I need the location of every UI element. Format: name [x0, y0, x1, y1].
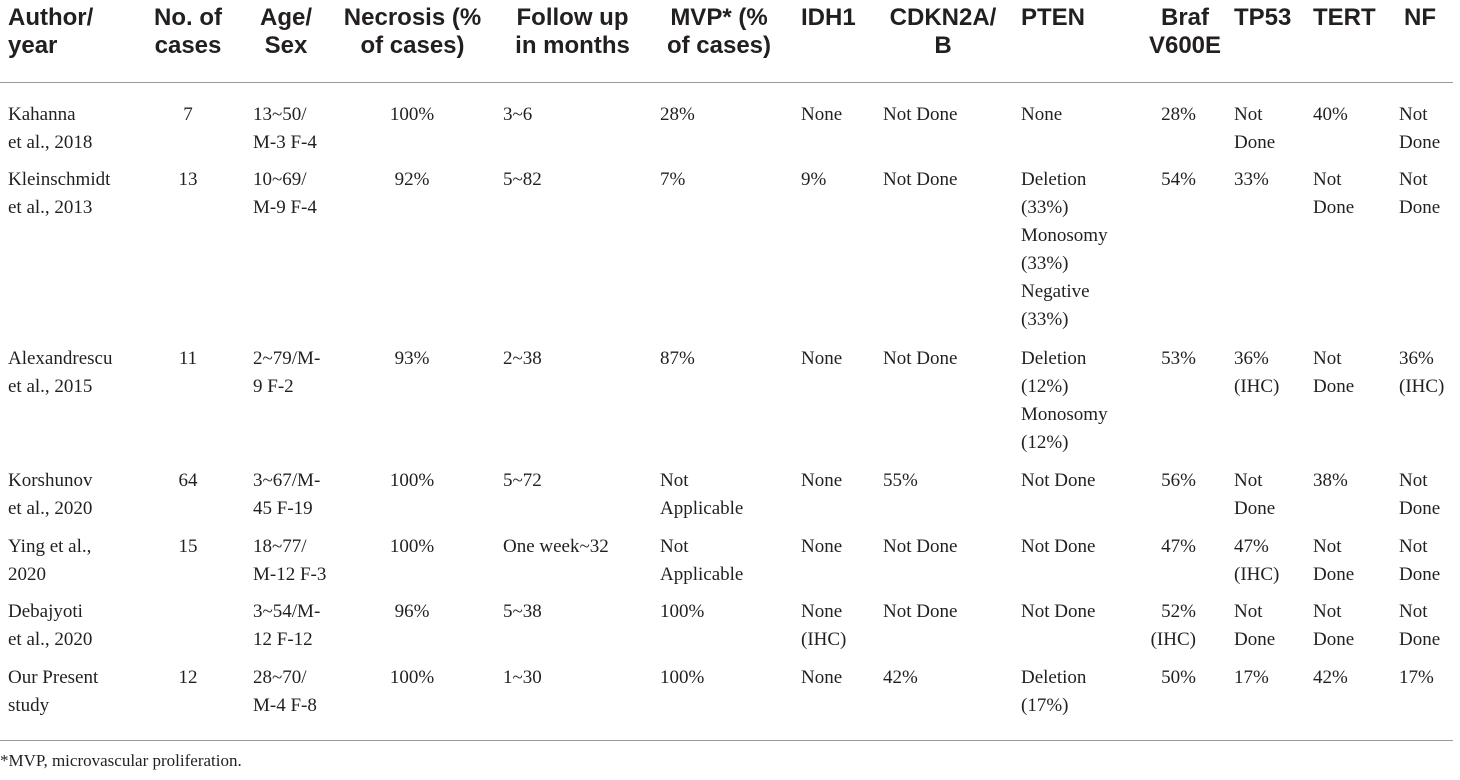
- cell-mvp: 28%: [660, 104, 695, 125]
- header-age-sex: Age/ Sex: [259, 4, 312, 59]
- cell-follow-up: 1~30: [503, 667, 542, 688]
- cell-tert: Not Done: [1313, 169, 1355, 218]
- header-mvp: MVP* (% of cases): [666, 4, 772, 59]
- cell-necrosis: 100%: [389, 104, 435, 125]
- cell-nf: Not Done: [1399, 470, 1441, 519]
- cell-author-year: Ying et al., 2020: [8, 536, 92, 585]
- cell-nf: 17%: [1399, 667, 1434, 688]
- cell-necrosis: 100%: [389, 470, 435, 491]
- cell-mvp: 100%: [660, 601, 705, 622]
- cell-cdkn2a-b: Not Done: [883, 601, 958, 622]
- cell-no-of-cases: 11: [178, 348, 198, 369]
- cell-no-of-cases: 13: [178, 169, 198, 190]
- cell-age-sex: 3~67/M- 45 F-19: [253, 470, 321, 519]
- header-idh1: IDH1: [801, 4, 856, 31]
- cell-tert: 42%: [1313, 667, 1348, 688]
- bottom-rule: [0, 740, 1453, 741]
- cell-follow-up: 3~6: [503, 104, 533, 125]
- cell-necrosis: 96%: [394, 601, 430, 622]
- cell-cdkn2a-b: 55%: [883, 470, 918, 491]
- cell-cdkn2a-b: Not Done: [883, 348, 958, 369]
- header-rule: [0, 82, 1453, 83]
- header-tert: TERT: [1313, 4, 1376, 31]
- cell-follow-up: One week~32: [503, 536, 609, 557]
- cell-age-sex: 13~50/ M-3 F-4: [253, 104, 317, 153]
- cell-cdkn2a-b: 42%: [883, 667, 918, 688]
- cell-necrosis: 92%: [394, 169, 430, 190]
- cell-idh1: None (IHC): [801, 601, 847, 650]
- cell-pten: Not Done: [1021, 536, 1096, 557]
- cell-necrosis: 100%: [389, 667, 435, 688]
- cell-mvp: Not Applicable: [660, 536, 744, 585]
- cell-mvp: 7%: [660, 169, 686, 190]
- cell-pten: Not Done: [1021, 601, 1096, 622]
- cell-pten: Deletion (12%) Monosomy (12%): [1021, 348, 1108, 453]
- cell-tert: Not Done: [1313, 601, 1355, 650]
- table-footnote: *MVP, microvascular proliferation.: [0, 751, 242, 770]
- cell-pten: Deletion (17%): [1021, 667, 1087, 716]
- cell-age-sex: 2~79/M- 9 F-2: [253, 348, 321, 397]
- cell-tert: 40%: [1313, 104, 1348, 125]
- cell-tp53: 33%: [1234, 169, 1269, 190]
- cell-tert: 38%: [1313, 470, 1348, 491]
- header-author-year: Author/ year: [8, 4, 94, 59]
- cell-mvp: 100%: [660, 667, 705, 688]
- cell-idh1: None: [801, 536, 843, 557]
- header-no-of-cases: No. of cases: [154, 4, 222, 59]
- cell-nf: 36% (IHC): [1399, 348, 1445, 397]
- cell-author-year: Korshunov et al., 2020: [8, 470, 93, 519]
- cell-follow-up: 5~38: [503, 601, 542, 622]
- cell-no-of-cases: 12: [178, 667, 198, 688]
- cell-cdkn2a-b: Not Done: [883, 536, 958, 557]
- cell-tp53: Not Done: [1234, 104, 1276, 153]
- cell-mvp: Not Applicable: [660, 470, 744, 519]
- cell-author-year: Our Present study: [8, 667, 99, 716]
- header-follow-up: Follow up in months: [515, 4, 630, 59]
- header-necrosis: Necrosis (% of cases): [343, 4, 482, 59]
- cell-author-year: Debajyoti et al., 2020: [8, 601, 93, 650]
- cell-tp53: 36% (IHC): [1234, 348, 1280, 397]
- cell-idh1: None: [801, 348, 843, 369]
- cell-follow-up: 5~82: [503, 169, 542, 190]
- cell-braf-v600e: 56%: [1161, 470, 1196, 491]
- cell-mvp: 87%: [660, 348, 695, 369]
- cell-tp53: 47% (IHC): [1234, 536, 1280, 585]
- cell-author-year: Kahanna et al., 2018: [8, 104, 93, 153]
- header-cdkn2a-b: CDKN2A/ B: [889, 4, 997, 59]
- cell-cdkn2a-b: Not Done: [883, 104, 958, 125]
- cell-braf-v600e: 50%: [1161, 667, 1196, 688]
- cell-no-of-cases: 64: [178, 470, 198, 491]
- header-tp53: TP53: [1234, 4, 1292, 31]
- cell-no-of-cases: 15: [178, 536, 198, 557]
- header-nf: NF: [1404, 4, 1436, 31]
- cell-author-year: Alexandrescu et al., 2015: [8, 348, 113, 397]
- cell-necrosis: 93%: [394, 348, 430, 369]
- cell-nf: Not Done: [1399, 536, 1441, 585]
- header-pten: PTEN: [1021, 4, 1086, 31]
- cell-age-sex: 18~77/ M-12 F-3: [253, 536, 327, 585]
- cell-tp53: Not Done: [1234, 470, 1276, 519]
- cell-tp53: Not Done: [1234, 601, 1276, 650]
- table-header: [0, 0, 1460, 83]
- cell-age-sex: 3~54/M- 12 F-12: [253, 601, 321, 650]
- cell-author-year: Kleinschmidt et al., 2013: [8, 169, 111, 218]
- cell-cdkn2a-b: Not Done: [883, 169, 958, 190]
- cell-nf: Not Done: [1399, 169, 1441, 218]
- cell-braf-v600e: 52% (IHC): [1150, 601, 1196, 650]
- cell-follow-up: 5~72: [503, 470, 542, 491]
- cell-idh1: None: [801, 104, 843, 125]
- cell-idh1: 9%: [801, 169, 827, 190]
- cell-idh1: None: [801, 667, 843, 688]
- cell-tert: Not Done: [1313, 536, 1355, 585]
- cell-tp53: 17%: [1234, 667, 1269, 688]
- cell-braf-v600e: 47%: [1161, 536, 1196, 557]
- cell-braf-v600e: 28%: [1161, 104, 1196, 125]
- cell-pten: Deletion (33%) Monosomy (33%) Negative (33%): [1021, 169, 1108, 330]
- cell-no-of-cases: 7: [183, 104, 193, 125]
- cell-age-sex: 10~69/ M-9 F-4: [253, 169, 317, 218]
- cell-follow-up: 2~38: [503, 348, 542, 369]
- cell-braf-v600e: 54%: [1161, 169, 1196, 190]
- cell-nf: Not Done: [1399, 104, 1441, 153]
- cell-necrosis: 100%: [389, 536, 435, 557]
- cell-braf-v600e: 53%: [1161, 348, 1196, 369]
- cell-age-sex: 28~70/ M-4 F-8: [253, 667, 317, 716]
- header-braf-v600e: Braf V600E: [1148, 4, 1222, 59]
- cell-pten: Not Done: [1021, 470, 1096, 491]
- cell-pten: None: [1021, 104, 1063, 125]
- cell-idh1: None: [801, 470, 843, 491]
- cell-tert: Not Done: [1313, 348, 1355, 397]
- cell-nf: Not Done: [1399, 601, 1441, 650]
